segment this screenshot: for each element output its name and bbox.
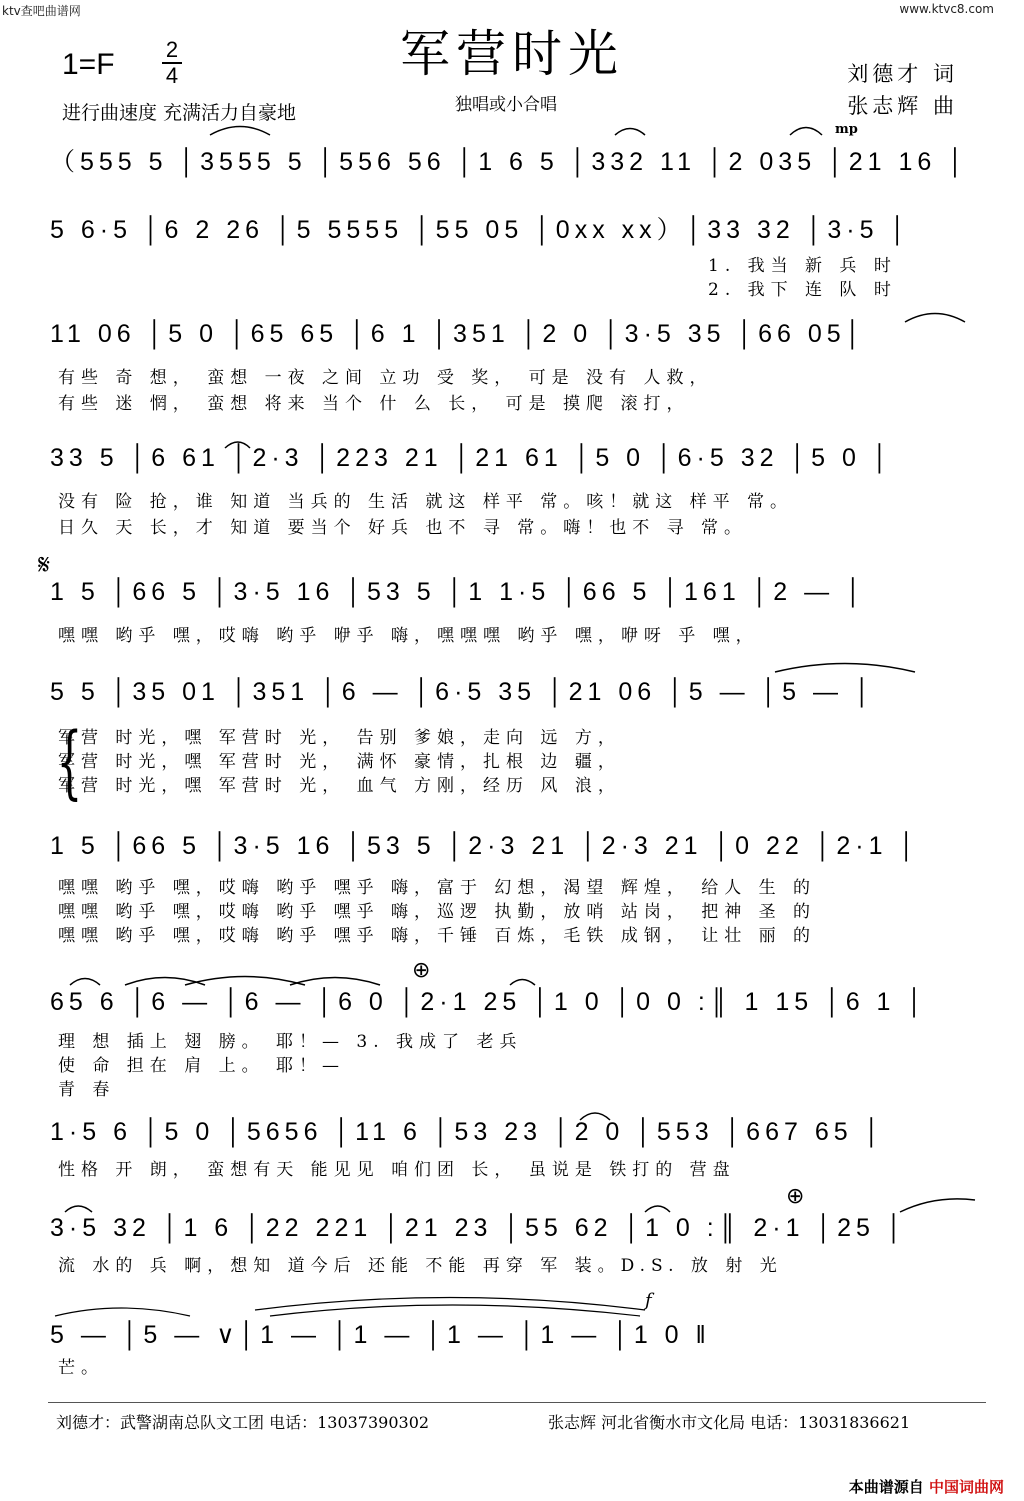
system-10-notes: 3·5 32 │1 6 │22 221 │21 23 │55 62 │1 0 :║ 2·1 │25 │ bbox=[50, 1214, 908, 1242]
slur bbox=[270, 1305, 640, 1316]
system-4-lyric-2: 日久 天 长，才 知道 要当个 好兵 也不 寻 常。嗨！也不 寻 常。 bbox=[58, 518, 748, 538]
source-site-link[interactable]: 中国词曲网 bbox=[928, 1478, 1004, 1496]
footer-composer-contact: 张志辉 河北省衡水市文化局 电话：13031836621 bbox=[548, 1413, 911, 1432]
time-signature-top: 2 bbox=[165, 37, 179, 62]
footer-divider bbox=[48, 1402, 986, 1403]
slur bbox=[55, 1308, 190, 1316]
song-title: 军营时光 bbox=[400, 25, 624, 83]
system-7-lyric-2: 嘿嘿 哟乎 嘿，哎嗨 哟乎 嘿乎 嗨，巡逻 执勤，放哨 站岗， 把神 圣 的 bbox=[58, 902, 817, 922]
system-11-lyric-1: 芒。 bbox=[58, 1358, 104, 1378]
verse-brace: { bbox=[56, 715, 83, 808]
watermark-top-right: www.ktvc8.com bbox=[899, 2, 994, 16]
coda-sign-1: ⊕ bbox=[412, 958, 431, 983]
system-9-lyric-1: 性格 开 朗， 蛮想有天 能见见 咱们团 长， 虽说是 铁打的 营盘 bbox=[58, 1160, 736, 1180]
slur bbox=[900, 1199, 975, 1212]
system-1-notes: （555 5 │3555 5 │556 56 │1 6 5 │332 11 │2 035 │21 16 │ bbox=[50, 148, 969, 176]
lyricist-credit: 刘德才 词 bbox=[847, 62, 958, 86]
slur bbox=[580, 1113, 610, 1120]
slur bbox=[645, 1206, 670, 1212]
slur bbox=[510, 980, 535, 986]
system-11-notes: 5 — │5 — ∨│1 — │1 — │1 — │1 — │1 0 ‖ bbox=[50, 1321, 711, 1349]
system-8-lyric-2: 使 命 担在 肩 上。 耶！— bbox=[58, 1056, 346, 1076]
time-signature-bottom: 4 bbox=[165, 63, 179, 88]
segno-sign: 𝄋 bbox=[38, 548, 51, 581]
slur bbox=[255, 1298, 645, 1311]
system-6-lyric-3: 军营 时光，嘿 军营时 光， 血气 方刚，经历 风 浪， bbox=[58, 776, 621, 796]
system-8-lyric-3: 青 春 bbox=[58, 1080, 116, 1100]
system-6-lyric-2: 军营 时光，嘿 军营时 光， 满怀 豪情，扎根 边 疆， bbox=[58, 752, 621, 772]
system-8-lyric-1: 理 想 插上 翅 膀。 耶！— 3. 我成了 老兵 bbox=[58, 1032, 523, 1052]
source-attribution bbox=[849, 1476, 1004, 1497]
system-5-notes: 1 5 │66 5 │3·5 16 │53 5 │1 1·5 │66 5 │161 │2 — │ bbox=[50, 578, 867, 606]
system-4-lyric-1: 没有 险 抢，谁 知道 当兵的 生活 就这 样平 常。咳！就这 样平 常。 bbox=[58, 492, 794, 512]
slur bbox=[125, 978, 205, 986]
slur bbox=[210, 127, 270, 136]
source-prefix: 本曲谱源自 bbox=[848, 1478, 924, 1496]
slur bbox=[225, 442, 250, 448]
system-10-lyric-1: 流 水的 兵 啊，想知 道今后 还能 不能 再穿 军 装。D.S. 放 射 光 bbox=[58, 1256, 783, 1276]
system-7-notes: 1 5 │66 5 │3·5 16 │53 5 │2·3 21 │2·3 21 │0 22 │2·1 │ bbox=[50, 832, 921, 860]
slur bbox=[775, 664, 915, 673]
slur bbox=[70, 979, 100, 986]
system-3-notes: 11 06 │5 0 │65 65 │6 1 │351 │2 0 │3·5 35 │66 05│ bbox=[50, 320, 867, 348]
system-7-lyric-1: 嘿嘿 哟乎 嘿，哎嗨 哟乎 嘿乎 嗨，富于 幻想，渴望 辉煌， 给人 生 的 bbox=[58, 878, 817, 898]
system-2-lyric-2: 2. 我下 连 队 时 bbox=[708, 280, 897, 300]
system-3-lyric-2: 有些 迷 惘， 蛮想 将来 当个 什 么 长， 可是 摸爬 滚打， bbox=[58, 394, 690, 414]
tempo-marking: 进行曲速度 充满活力自豪地 bbox=[62, 102, 297, 124]
system-8-notes: 65 6 │6 — │6 — │6 0 │2·1 25 │1 0 │0 0 :║ 1 15 │6 1 │ bbox=[50, 988, 929, 1016]
system-7-lyric-3: 嘿嘿 哟乎 嘿，哎嗨 哟乎 嘿乎 嗨，千锤 百炼，毛铁 成钢， 让壮 丽 的 bbox=[58, 926, 817, 946]
coda-sign-2: ⊕ bbox=[786, 1184, 805, 1209]
dynamic-mp: mp bbox=[835, 122, 858, 137]
watermark-top-left: ktv查吧曲谱网 bbox=[2, 4, 81, 18]
slur bbox=[615, 129, 645, 136]
composer-credit: 张志辉 曲 bbox=[847, 94, 958, 118]
performance-note: 独唱或小合唱 bbox=[455, 95, 557, 115]
slur bbox=[65, 1206, 92, 1212]
footer-lyricist-contact: 刘德才：武警湖南总队文工团 电话：13037390302 bbox=[56, 1413, 430, 1432]
system-6-lyric-1: 军营 时光，嘿 军营时 光， 告别 爹娘，走向 远 方， bbox=[58, 728, 621, 748]
system-6-notes: 5 5 │35 01 │351 │6 — │6·5 35 │21 06 │5 — │5 — │ bbox=[50, 678, 876, 706]
dynamic-f: f bbox=[645, 1290, 652, 1311]
system-2-lyric-1: 1. 我当 新 兵 时 bbox=[708, 256, 897, 276]
system-3-lyric-1: 有些 奇 想， 蛮想 一夜 之间 立功 受 奖， 可是 没有 人救， bbox=[58, 368, 713, 388]
slur bbox=[790, 128, 822, 136]
system-9-notes: 1·5 6 │5 0 │5656 │11 6 │53 23 │2 0 │553 │667 65 │ bbox=[50, 1118, 886, 1146]
key-signature: 1=F bbox=[62, 48, 115, 81]
slur bbox=[905, 314, 965, 323]
system-2-notes: 5 6·5 │6 2 26 │5 5555 │55 05 │0xx xx）│33 32 │3·5 │ bbox=[50, 216, 912, 244]
system-5-lyric-1: 嘿嘿 哟乎 嘿，哎嗨 哟乎 咿乎 嗨，嘿嘿嘿 哟乎 嘿，咿呀 乎 嘿， bbox=[58, 626, 759, 646]
system-4-notes: 33 5 │6 61 │2·3 │223 21 │21 61 │5 0 │6·5 32 │5 0 │ bbox=[50, 444, 894, 472]
